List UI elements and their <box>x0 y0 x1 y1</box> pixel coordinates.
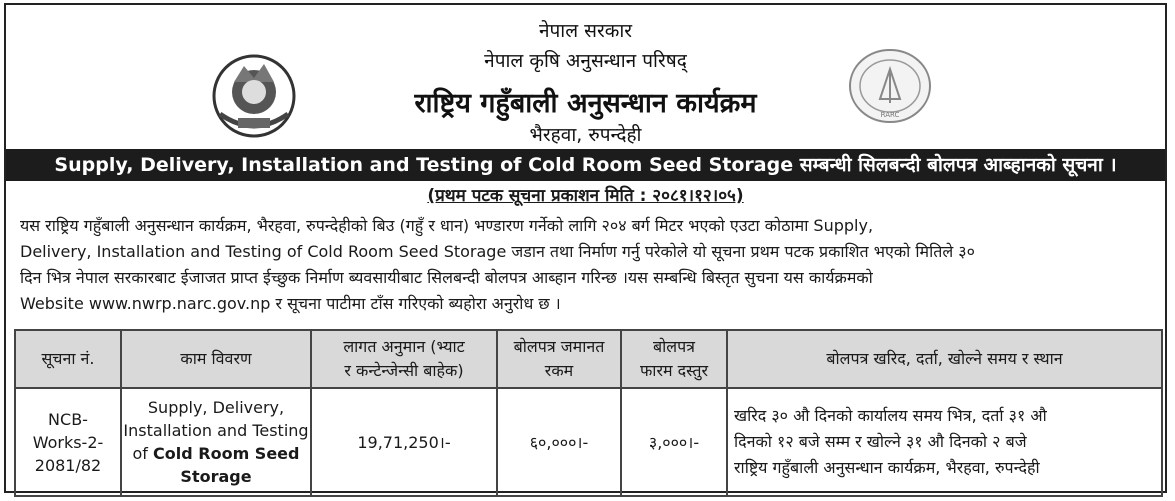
paragraph-line: यस राष्ट्रिय गहुँबाली अनुसन्धान कार्यक्रम, भैरहवा, रुपन्देहीको बिउ (गहुँ र धान) भण्डारण गर्नेको लागि २०४ बर्ग मिटर भएको एउटा कोठामा Supply, <box>20 216 874 235</box>
header-cost-estimate: लागत अनुमान (भ्याट र कन्टेन्जेन्सी बाहेक) <box>311 330 497 388</box>
seal-text: RARC <box>880 111 900 119</box>
header-form-fee: बोलपत्र फारम दस्तुर <box>621 330 727 388</box>
notice-paragraph <box>20 213 1160 317</box>
cell-form-fee: ३,०००।- <box>621 388 727 496</box>
bid-table <box>14 329 1163 497</box>
header-time-place: बोलपत्र खरिद, दर्ता, खोल्ने समय र स्थान <box>727 330 1162 388</box>
table-row <box>15 388 1162 496</box>
paragraph-line: दिन भित्र नेपाल सरकारबाट ईजाजत प्राप्त ईच्छुक निर्माण ब्यवसायीबाट सिलबन्दी बोलपत्र आब्हान गरिन्छ ।यस सम्बन्धि बिस्तृत सुचना यस कार्यक्रमको <box>20 268 873 287</box>
banner-nepali: सम्बन्धी सिलबन्दी बोलपत्र आब्हानको सूचना । <box>799 154 1117 176</box>
publication-date: (प्रथम पटक सूचना प्रकाशन मिति : २०८१।१२।०५) <box>427 186 744 206</box>
cell-cost-estimate: 19,71,250।- <box>311 388 497 496</box>
table-header-row <box>15 330 1162 388</box>
tender-notice <box>4 3 1167 493</box>
program-location: भैरहवा, रुपन्देही <box>529 124 642 146</box>
government-name: नेपाल सरकार <box>538 20 633 42</box>
cell-time-place: खरिद ३० औ दिनको कार्यालय समय भित्र, दर्ता ३१ औ दिनको १२ बजे सम्म र खोल्ने ३१ औ दिनको २ बजे राष्ट्रिय गहुँबाली अनुसन्धान कार्यक्रम, भैरहवा, रुपन्देही <box>727 388 1162 496</box>
paragraph-line: Website www.nwrp.narc.gov.np र सूचना पाटीमा टाँस गरिएको ब्यहोरा अनुरोध छ । <box>20 294 561 313</box>
header-work-description: काम विवरण <box>121 330 311 388</box>
cell-work-description: Supply, Delivery, Installation and Testing of Cold Room Seed Storage <box>121 388 311 496</box>
cell-bid-security: ६०,०००।- <box>497 388 621 496</box>
header-notice-no: सूचना नं. <box>15 330 121 388</box>
header-bid-security: बोलपत्र जमानत रकम <box>497 330 621 388</box>
banner-english: Supply, Delivery, Installation and Testing of Cold Room Seed Storage <box>54 154 794 176</box>
program-seal-icon <box>846 47 934 125</box>
paragraph-line: Delivery, Installation and Testing of Cold Room Seed Storage जडान तथा निर्माण गर्नु परेकोले यो सूचना प्रथम पटक प्रकाशित भएको मितिले ३० <box>20 242 975 261</box>
council-name: नेपाल कृषि अनुसन्धान परिषद् <box>484 50 687 72</box>
cell-notice-no: NCB- Works-2- 2081/82 <box>15 388 121 496</box>
title-banner <box>6 149 1165 181</box>
program-name: राष्ट्रिय गहुँबाली अनुसन्धान कार्यक्रम <box>414 88 757 119</box>
notice-header <box>6 5 1165 149</box>
